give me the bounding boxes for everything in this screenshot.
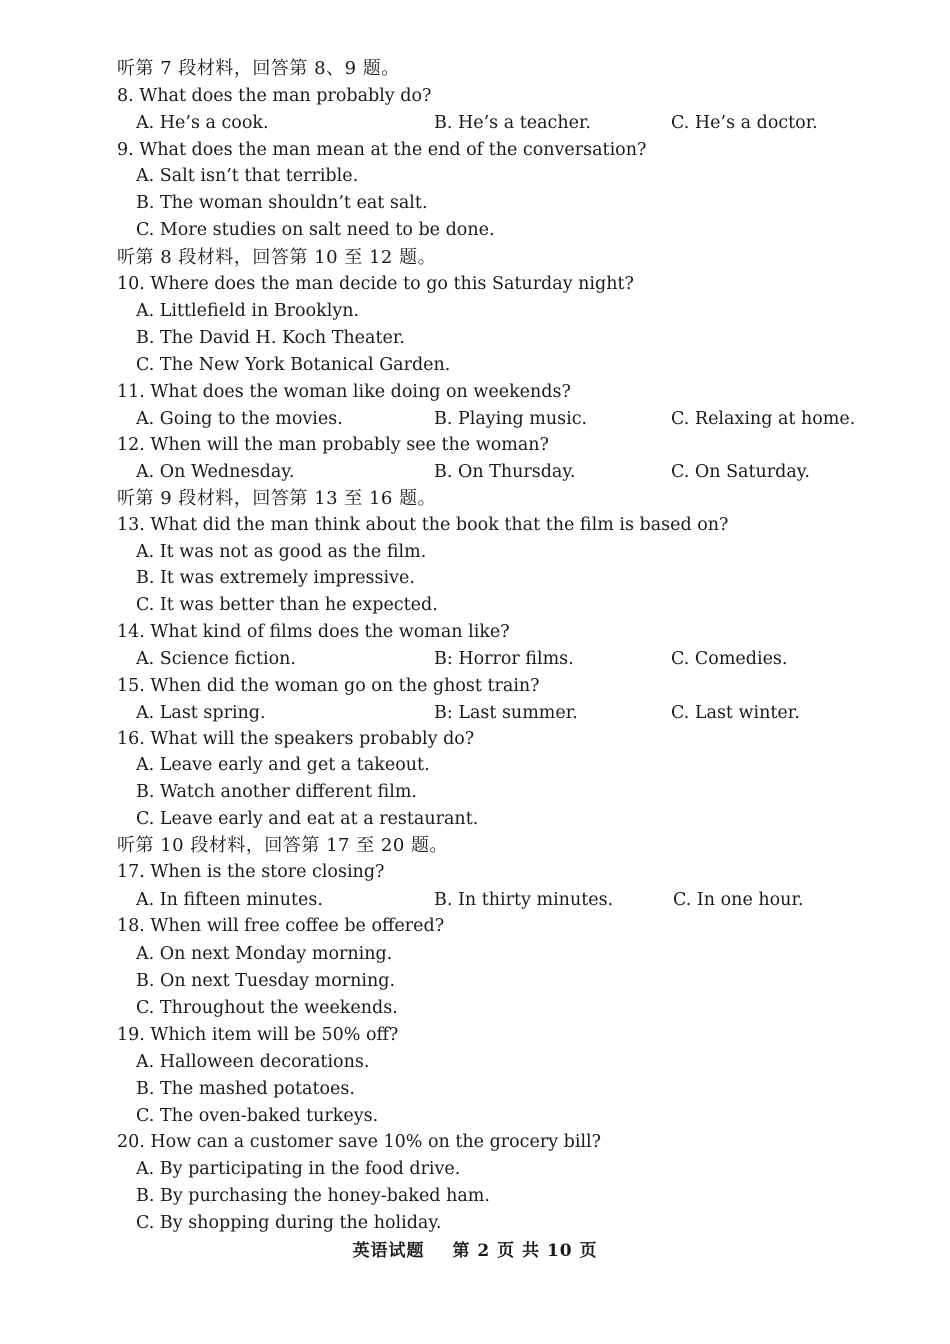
question-17-option-b: B. In thirty minutes. — [434, 890, 614, 910]
question-12-option-b: B. On Thursday. — [434, 462, 576, 482]
question-15-option-c: C. Last winter. — [671, 703, 800, 723]
question-19-option-c: C. The oven-baked turkeys. — [136, 1106, 379, 1126]
question-13-option-c: C. It was better than he expected. — [136, 595, 438, 615]
question-15-option-b: B: Last summer. — [434, 703, 578, 723]
question-17-option-c: C. In one hour. — [673, 890, 804, 910]
question-11-stem: 11. What does the woman like doing on weekends? — [117, 382, 571, 402]
question-20-option-b: B. By purchasing the honey-baked ham. — [136, 1186, 490, 1206]
question-20-option-a: A. By participating in the food drive. — [136, 1159, 461, 1179]
question-8-option-b: B. He’s a teacher. — [434, 113, 591, 133]
question-8-option-a: A. He’s a cook. — [136, 113, 269, 133]
question-13-option-b: B. It was extremely impressive. — [136, 568, 415, 588]
question-9-option-b: B. The woman shouldn’t eat salt. — [136, 193, 428, 213]
question-15-stem: 15. When did the woman go on the ghost train? — [117, 676, 540, 696]
footer-subject: 英语试题 — [352, 1241, 425, 1261]
question-16-option-a: A. Leave early and get a takeout. — [136, 755, 430, 775]
question-12-stem: 12. When will the man probably see the woman? — [117, 435, 549, 455]
question-14-option-b: B: Horror films. — [434, 649, 574, 669]
question-11-option-c: C. Relaxing at home. — [671, 409, 856, 429]
question-18-option-a: A. On next Monday morning. — [136, 944, 393, 964]
question-10-option-b: B. The David H. Koch Theater. — [136, 328, 405, 348]
section-heading-9: 听第 9 段材料，回答第 13 至 16 题。 — [117, 488, 437, 509]
question-8-stem: 8. What does the man probably do? — [117, 86, 432, 106]
question-12-option-c: C. On Saturday. — [671, 462, 810, 482]
question-14-stem: 14. What kind of films does the woman like? — [117, 622, 510, 642]
question-15-option-a: A. Last spring. — [136, 703, 266, 723]
question-20-option-c: C. By shopping during the holiday. — [136, 1213, 442, 1233]
section-heading-8: 听第 8 段材料，回答第 10 至 12 题。 — [117, 247, 437, 268]
question-16-option-c: C. Leave early and eat at a restaurant. — [136, 809, 479, 829]
question-10-option-a: A. Littlefield in Brooklyn. — [136, 301, 360, 321]
question-19-stem: 19. Which item will be 50% off? — [117, 1025, 399, 1045]
question-19-option-b: B. The mashed potatoes. — [136, 1079, 355, 1099]
question-11-option-a: A. Going to the movies. — [136, 409, 343, 429]
footer-page-number: 第 2 页 共 10 页 — [452, 1241, 598, 1261]
question-9-option-a: A. Salt isn’t that terrible. — [136, 166, 359, 186]
question-17-stem: 17. When is the store closing? — [117, 862, 385, 882]
question-16-option-b: B. Watch another different film. — [136, 782, 417, 802]
question-14-option-a: A. Science fiction. — [136, 649, 296, 669]
question-17-option-a: A. In fifteen minutes. — [136, 890, 323, 910]
question-16-stem: 16. What will the speakers probably do? — [117, 729, 475, 749]
question-20-stem: 20. How can a customer save 10% on the grocery bill? — [117, 1132, 602, 1152]
question-9-option-c: C. More studies on salt need to be done. — [136, 220, 495, 240]
question-13-option-a: A. It was not as good as the film. — [136, 542, 427, 562]
question-13-stem: 13. What did the man think about the book that the film is based on? — [117, 515, 729, 535]
question-19-option-a: A. Halloween decorations. — [136, 1052, 370, 1072]
section-heading-10: 听第 10 段材料，回答第 17 至 20 题。 — [117, 835, 449, 856]
question-10-option-c: C. The New York Botanical Garden. — [136, 355, 451, 375]
question-18-option-c: C. Throughout the weekends. — [136, 998, 398, 1018]
question-8-option-c: C. He’s a doctor. — [671, 113, 818, 133]
page-footer — [0, 1236, 950, 1261]
question-12-option-a: A. On Wednesday. — [136, 462, 295, 482]
question-10-stem: 10. Where does the man decide to go this Saturday night? — [117, 274, 634, 294]
question-18-option-b: B. On next Tuesday morning. — [136, 971, 396, 991]
question-11-option-b: B. Playing music. — [434, 409, 588, 429]
section-heading-7: 听第 7 段材料，回答第 8、9 题。 — [117, 58, 400, 79]
question-14-option-c: C. Comedies. — [671, 649, 788, 669]
question-9-stem: 9. What does the man mean at the end of the conversation? — [117, 140, 647, 160]
question-18-stem: 18. When will free coffee be offered? — [117, 916, 445, 936]
